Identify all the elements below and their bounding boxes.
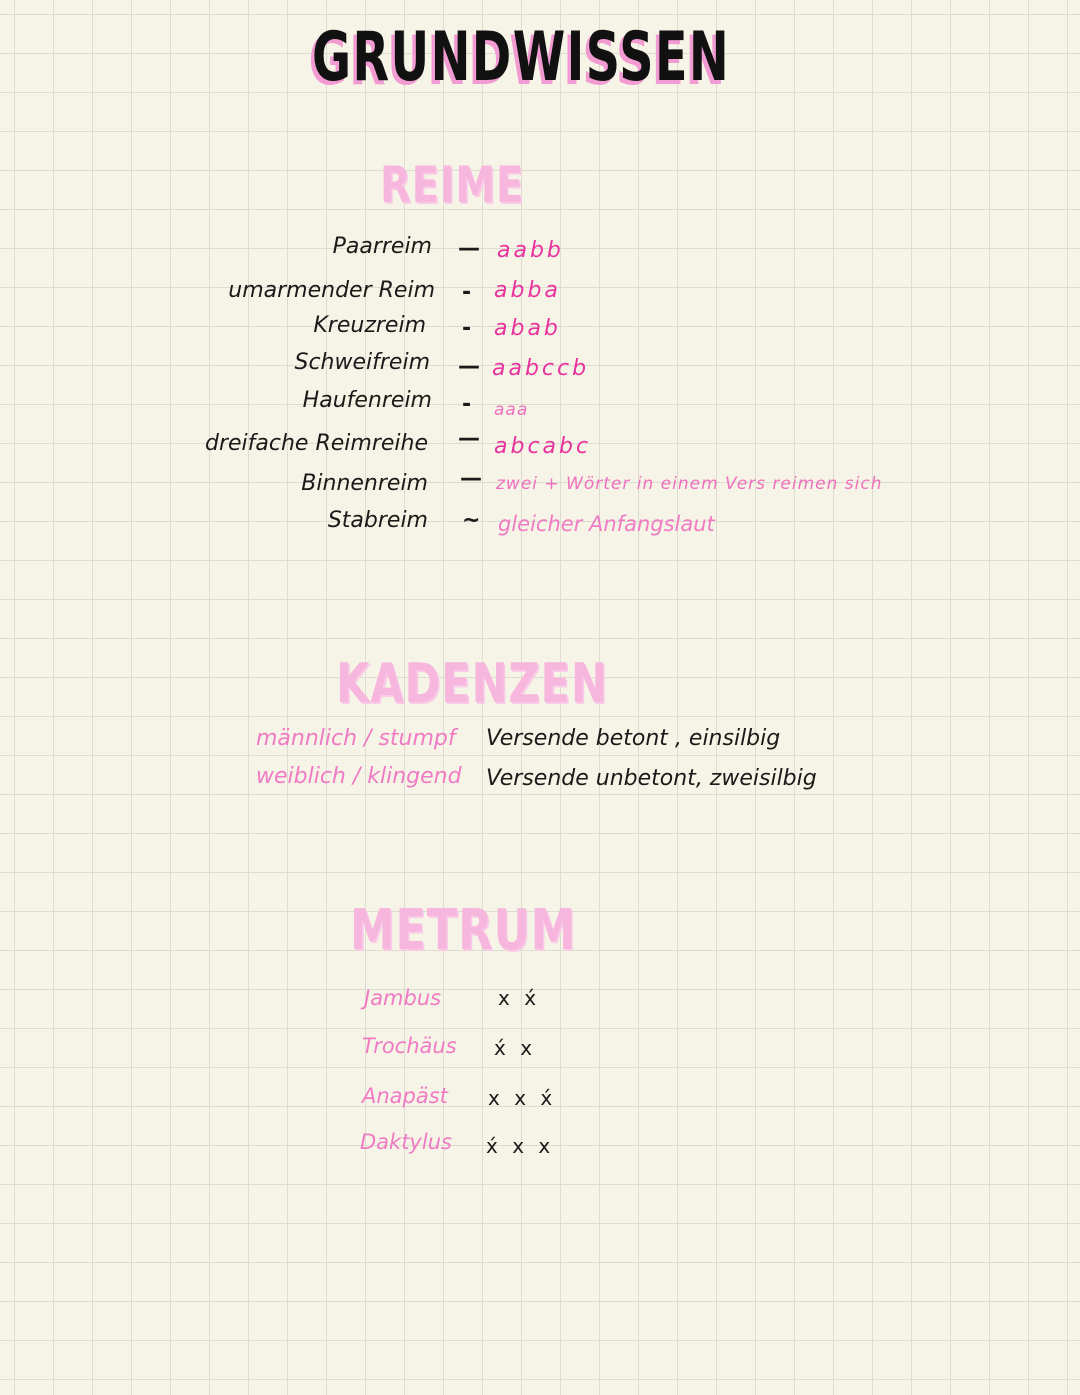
metrum-name: Anapäst (362, 1084, 448, 1108)
page-title: GRUNDWISSEN (312, 18, 731, 97)
reim-pattern: abcabc (494, 434, 592, 459)
kadenz-name: weiblich / klingend (256, 764, 462, 789)
metrum-mark: x́ x (494, 1036, 537, 1060)
kadenz-desc: Versende unbetont, zweisilbig (486, 766, 817, 791)
reim-name: Kreuzreim (313, 313, 426, 338)
kadenz-name: männlich / stumpf (256, 726, 456, 751)
reim-dash: - (462, 392, 472, 417)
reim-pattern: abab (494, 316, 561, 341)
metrum-name: Daktylus (360, 1130, 452, 1154)
metrum-mark: x x́ (498, 986, 541, 1010)
reim-name: umarmender Reim (228, 278, 435, 303)
reim-dash: — (460, 466, 482, 491)
kadenzen-heading: KADENZEN (336, 652, 608, 715)
reim-dash: - (462, 280, 472, 305)
reim-name: Paarreim (332, 234, 432, 259)
metrum-mark: x́ x x (486, 1134, 555, 1158)
reime-heading: REIME (380, 156, 525, 214)
reim-pattern: abba (494, 278, 561, 303)
metrum-name: Jambus (364, 986, 442, 1010)
reim-pattern: gleicher Anfangslaut (498, 512, 715, 536)
reim-pattern: aaa (494, 400, 529, 420)
reim-name: Stabreim (327, 508, 428, 533)
reim-name: dreifache Reimreihe (205, 431, 428, 456)
reim-name: Binnenreim (301, 471, 428, 496)
reim-pattern: aabb (497, 238, 564, 263)
metrum-mark: x x x́ (488, 1086, 557, 1110)
kadenz-desc: Versende betont , einsilbig (486, 726, 781, 751)
reim-dash: ~ (462, 508, 481, 533)
metrum-name: Trochäus (362, 1034, 457, 1058)
reim-dash: — (458, 236, 480, 261)
metrum-heading: METRUM (350, 898, 576, 963)
reim-dash: — (458, 426, 480, 451)
reim-name: Haufenreim (302, 388, 432, 413)
reim-dash: — (458, 354, 480, 379)
reim-pattern: zwei + Wörter in einem Vers reimen sich (496, 474, 883, 494)
reim-dash: - (462, 316, 472, 341)
reim-pattern: aabccb (492, 356, 590, 381)
reim-name: Schweifreim (294, 350, 430, 375)
